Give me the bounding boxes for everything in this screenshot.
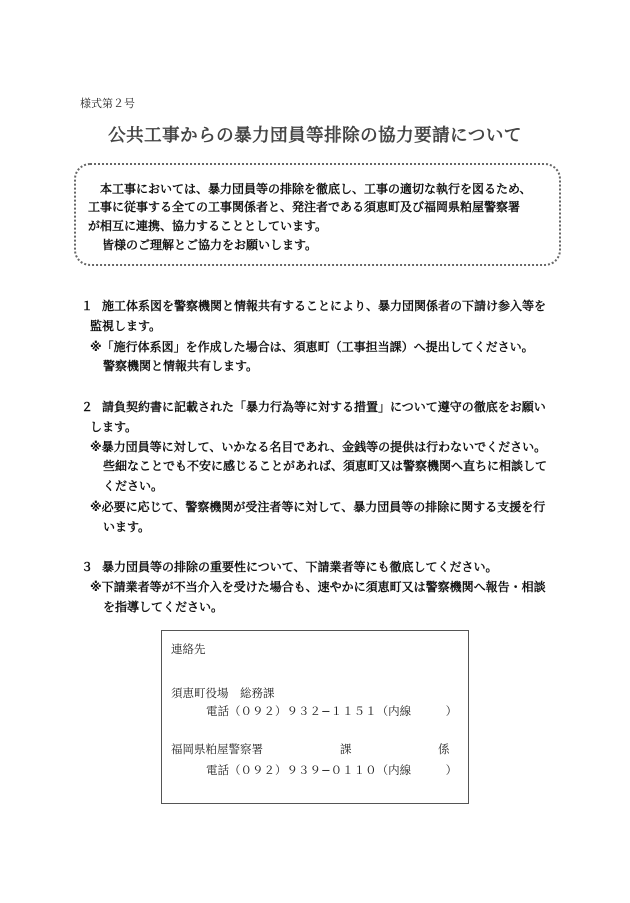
section-line: 施工体系図を警察機関と情報共有することにより、暴力団関係者の下請け参入等を [102, 299, 547, 313]
section-note: 警察機関と情報共有します。 [103, 359, 259, 373]
intro-line: が相互に連携、協力することとしています。 [88, 219, 328, 233]
section-line: 暴力団員等の排除の重要性について、下請業者等にも徹底してください。 [102, 560, 498, 574]
section-note: を指導してください。 [103, 600, 224, 614]
section-line: 請負契約書に記載された「暴力行為等に対する措置」について遵守の徹底をお願い [102, 400, 546, 414]
section-note: ※「施行体系図」を作成した場合は、須恵町（工事担当課）へ提出してください。 [90, 340, 534, 354]
contact-person-label: 係 [438, 742, 450, 756]
section-note: ください。 [103, 479, 164, 493]
section-line: します。 [90, 420, 138, 434]
section-note: ※必要に応じて、警察機関が受注者等に対して、暴力団員等の排除に関する支援を行 [90, 500, 546, 514]
section-number: １ [81, 299, 94, 313]
form-number: 様式第２号 [80, 97, 135, 110]
section-note: ※下請業者等が不当介入を受けた場合も、速やかに須恵町又は警察機関へ報告・相談 [90, 580, 546, 594]
intro-line: 皆様のご理解とご協力をお願いします。 [102, 238, 318, 252]
page-title: 公共工事からの暴力団員等排除の協力要請について [108, 126, 522, 146]
contact-name: 福岡県粕屋警察署 [171, 742, 263, 756]
contact-section-label: 課 [340, 742, 352, 756]
section-note: ※暴力団員等に対して、いかなる名目であれ、金銭等の提供は行わないでください。 [90, 440, 547, 454]
intro-line: 本工事においては、暴力団員等の排除を徹底し、工事の適切な執行を図るため、 [100, 182, 532, 196]
section-number: ２ [81, 400, 94, 414]
contact-phone: 電話（０９２）９３９−０１１０（内線 ） [206, 763, 458, 777]
intro-line: 工事に従事する全ての工事関係者と、発注者である須恵町及び福岡県粕屋警察署 [88, 200, 521, 214]
section-note: います。 [103, 520, 151, 534]
contact-name: 須恵町役場 総務課 [171, 686, 275, 700]
section-number: ３ [81, 560, 94, 574]
contact-phone: 電話（０９２）９３２−１１５１（内線 ） [206, 704, 458, 718]
contact-heading: 連絡先 [171, 642, 206, 656]
section-line: 監視します。 [90, 319, 162, 333]
section-note: 些細なことでも不安に感じることがあれば、須恵町又は警察機関へ直ちに相談して [103, 459, 548, 473]
